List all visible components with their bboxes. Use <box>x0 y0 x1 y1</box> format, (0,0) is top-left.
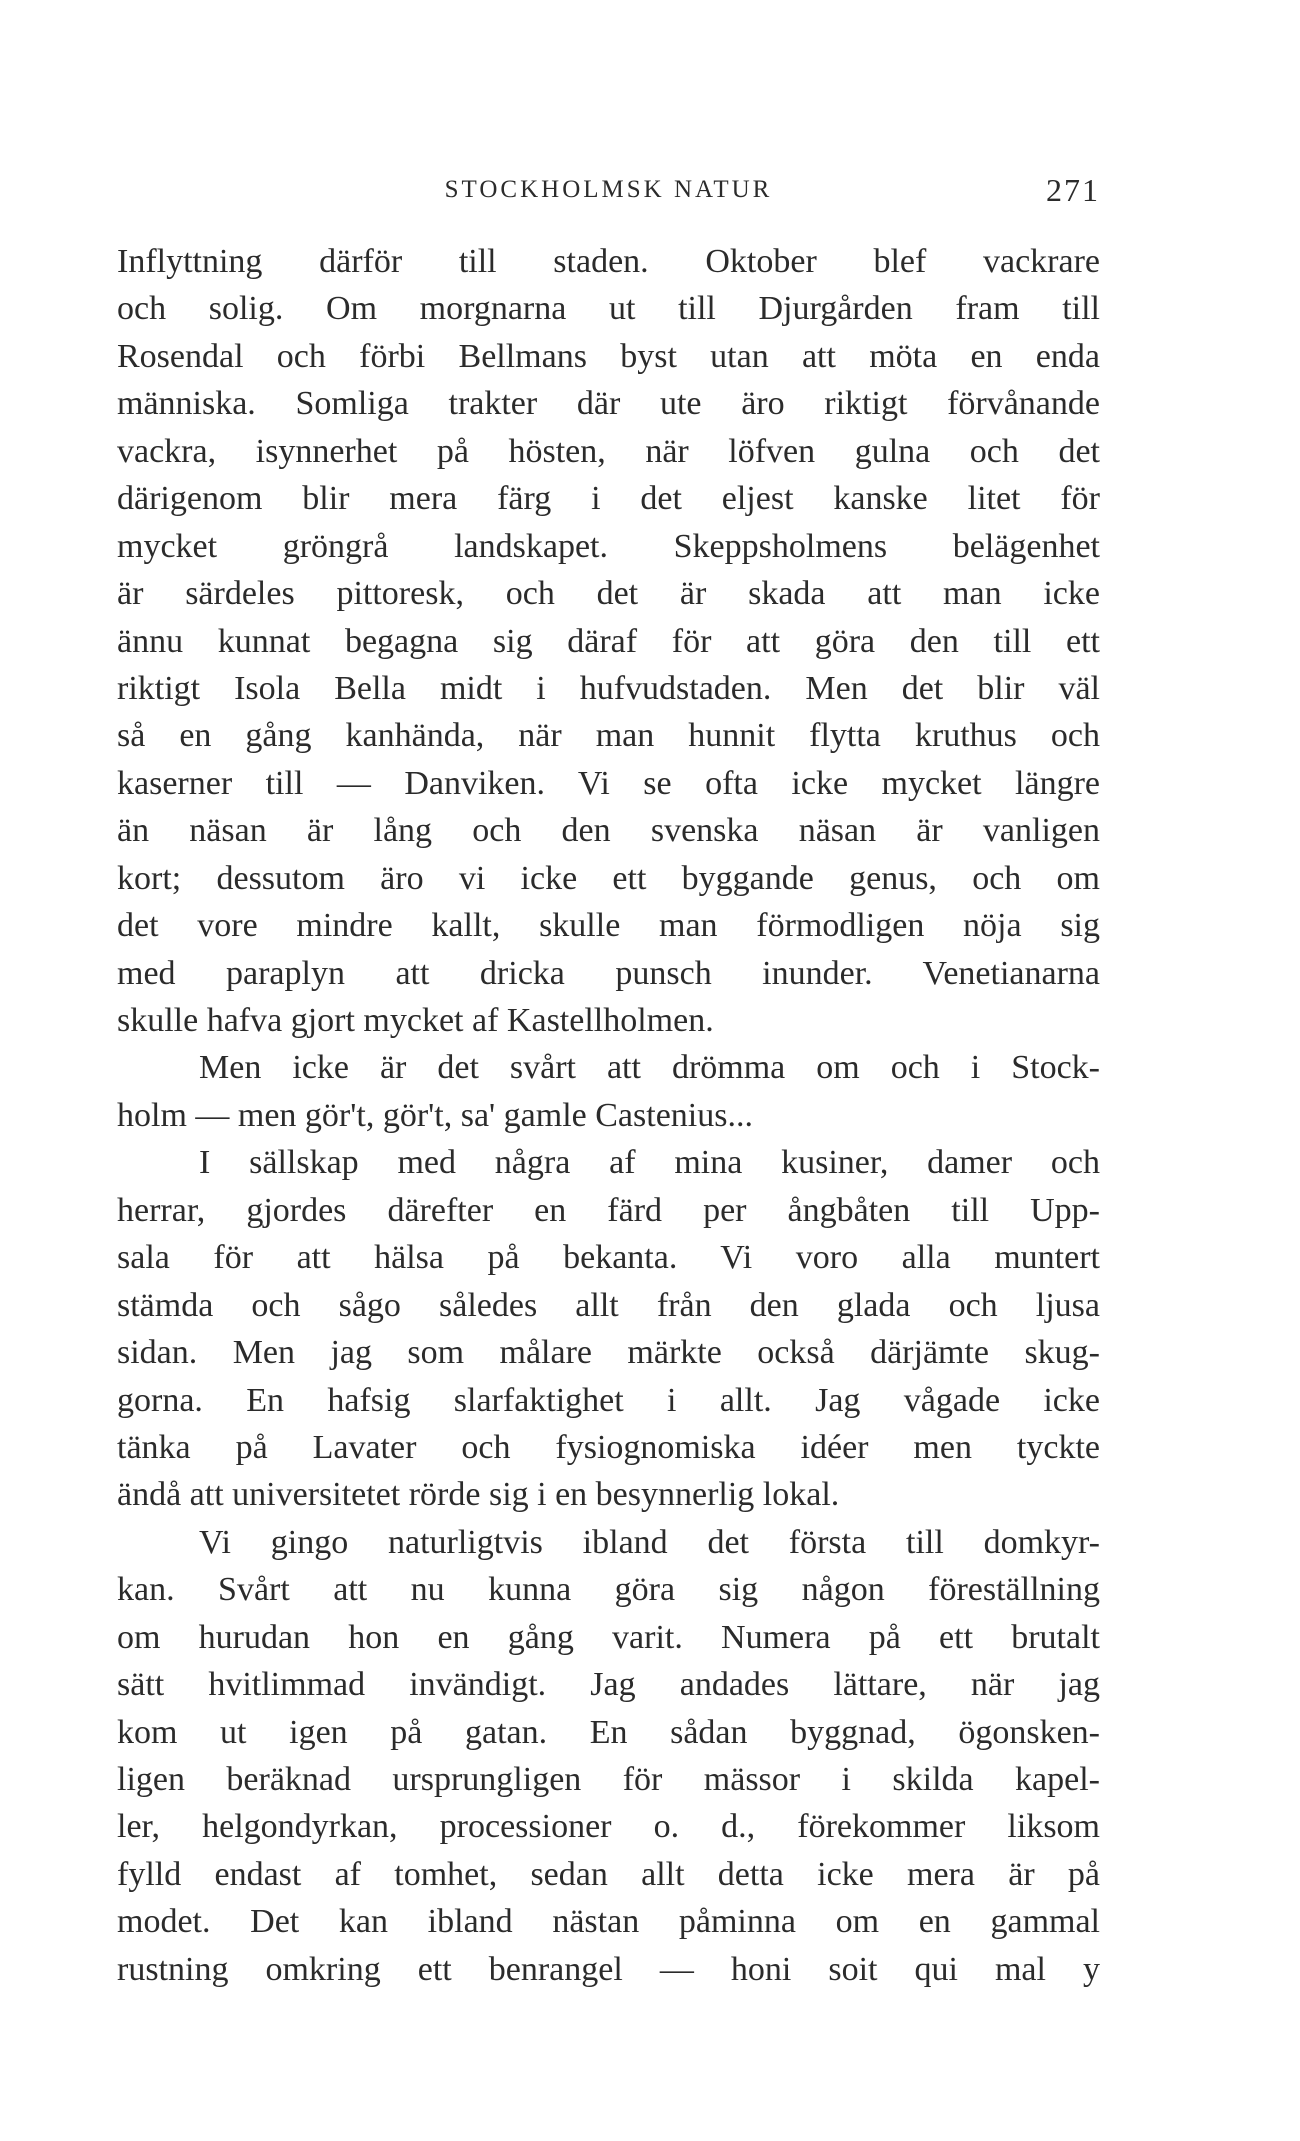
text-line: gorna. En hafsig slarfaktighet i allt. Jag vågade icke <box>117 1381 1100 1419</box>
text-line: Rosendal och förbi Bellmans byst utan att möta en enda <box>117 337 1100 375</box>
text-line: sätt hvitlimmad invändigt. Jag andades lättare, när jag <box>117 1666 1100 1704</box>
text-line: herrar, gjordes därefter en färd per ångbåten till Upp- <box>117 1191 1100 1229</box>
text-line: holm — men gör't, gör't, sa' gamle Castenius... <box>117 1096 753 1134</box>
text-line: mycket gröngrå landskapet. Skeppsholmens belägenhet <box>117 527 1100 565</box>
paragraph-start-line: Vi gingo naturligtvis ibland det första till domkyr- <box>199 1523 1100 1561</box>
text-line: modet. Det kan ibland nästan påminna om en gammal <box>117 1903 1100 1941</box>
text-line: människa. Somliga trakter där ute äro riktigt förvånande <box>117 385 1100 423</box>
text-line: kaserner till — Danviken. Vi se ofta icke mycket längre <box>117 764 1100 802</box>
text-line: kan. Svårt att nu kunna göra sig någon föreställning <box>117 1571 1100 1609</box>
text-line: än näsan är lång och den svenska näsan är vanligen <box>117 812 1100 850</box>
running-header <box>117 172 1100 216</box>
page-number: 271 <box>1046 172 1100 208</box>
text-line: ännu kunnat begagna sig däraf för att göra den till ett <box>117 622 1100 660</box>
text-line: kort; dessutom äro vi icke ett byggande genus, och om <box>117 859 1100 897</box>
text-line: kom ut igen på gatan. En sådan byggnad, ögonsken- <box>117 1713 1100 1751</box>
text-line: fylld endast af tomhet, sedan allt detta icke mera är på <box>117 1855 1100 1893</box>
body-text <box>117 238 1100 1993</box>
text-line: sala för att hälsa på bekanta. Vi voro alla muntert <box>117 1239 1100 1277</box>
text-line: sidan. Men jag som målare märkte också därjämte skug- <box>117 1334 1100 1372</box>
text-line: riktigt Isola Bella midt i hufvudstaden. Men det blir väl <box>117 669 1100 707</box>
text-line: tänka på Lavater och fysiognomiska idéer men tyckte <box>117 1428 1100 1466</box>
text-line: Inflyttning därför till staden. Oktober blef vackrare <box>117 243 1100 280</box>
text-line: så en gång kanhända, när man hunnit flytta kruthus och <box>117 717 1100 755</box>
running-title: STOCKHOLMSK NATUR <box>444 176 773 203</box>
text-line: är särdeles pittoresk, och det är skada att man icke <box>117 575 1100 613</box>
text-line: därigenom blir mera färg i det eljest kanske litet för <box>117 480 1100 518</box>
text-line: ler, helgondyrkan, processioner o. d., förekommer liksom <box>117 1808 1100 1846</box>
text-line: stämda och sågo således allt från den glada och ljusa <box>117 1286 1100 1324</box>
text-line: ligen beräknad ursprungligen för mässor i skilda kapel- <box>117 1761 1100 1798</box>
paragraph-start-line: I sällskap med några af mina kusiner, damer och <box>199 1144 1100 1182</box>
text-line: med paraplyn att dricka punsch inunder. Venetianarna <box>117 954 1100 992</box>
text-line: och solig. Om morgnarna ut till Djurgården fram till <box>117 290 1100 328</box>
text-line: ändå att universitetet rörde sig i en besynnerlig lokal. <box>117 1476 840 1514</box>
text-line: det vore mindre kallt, skulle man förmodligen nöja sig <box>117 907 1100 945</box>
text-line: om hurudan hon en gång varit. Numera på ett brutalt <box>117 1618 1100 1656</box>
text-line: rustning omkring ett benrangel — honi soit qui mal y <box>117 1950 1100 1988</box>
text-line: vackra, isynnerhet på hösten, när löfven gulna och det <box>117 432 1100 470</box>
paragraph-start-line: Men icke är det svårt att drömma om och i Stock- <box>199 1049 1100 1087</box>
text-line: skulle hafva gjort mycket af Kastellholmen. <box>117 1002 714 1039</box>
